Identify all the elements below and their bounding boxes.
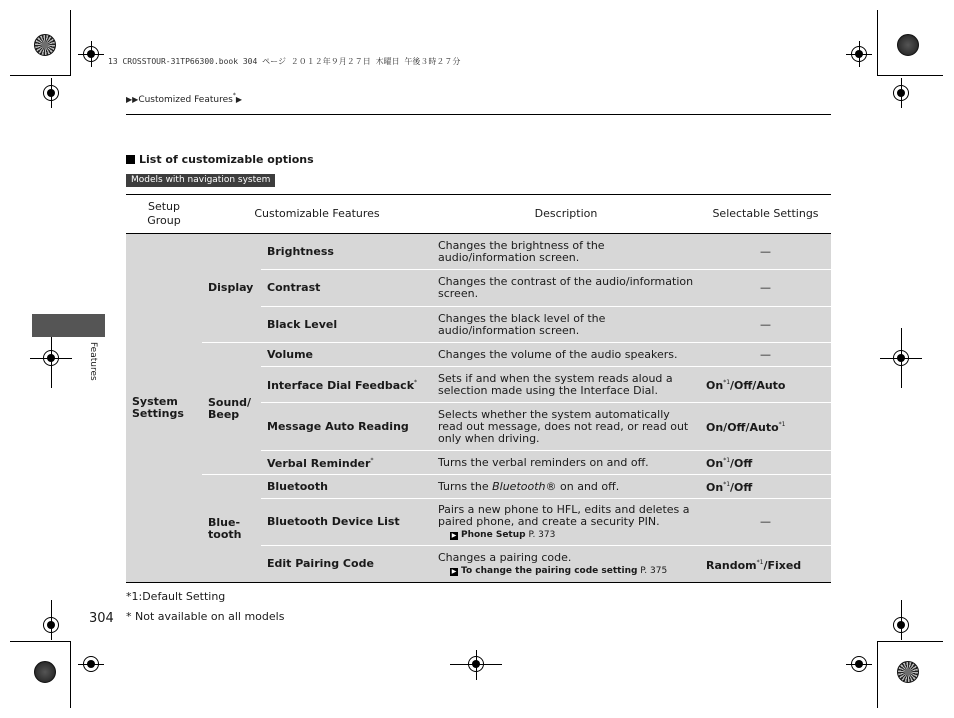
header-setup-group: Setup Group [126,195,202,234]
crop-mark [70,10,71,75]
feature-name: Edit Pairing Code [261,546,432,583]
feature-description: Changes a pairing code. ▶ To change the pairing code setting P. 375 [432,546,700,583]
crop-mark [10,641,71,642]
crop-mark [877,75,943,76]
color-bar-icon [897,34,919,56]
feature-description: Changes the volume of the audio speakers. [432,343,700,367]
table-row [126,343,831,367]
color-bar-icon [34,34,56,56]
feature-setting: On$^{*1}$/Off [700,451,831,475]
footnote-default: *1:Default Setting [126,590,226,603]
feature-setting: — [700,270,831,307]
breadcrumb-arrow-icon: ▶▶ [126,95,139,104]
breadcrumb-star: * [232,92,236,99]
feature-description: Turns the Bluetooth® on and off. [432,475,700,499]
feature-name: Volume [261,343,432,367]
table-row [126,475,831,499]
table-row [126,234,831,270]
page-reference-link[interactable]: ▶ Phone Setup P. 373 [451,529,556,540]
color-bar-icon [34,661,56,683]
side-tab-label: Features [88,342,98,381]
feature-description: Turns the verbal reminders on and off. [432,451,700,475]
feature-description: Changes the contrast of the audio/information screen. [432,270,700,307]
print-header: 13 CROSSTOUR-31TP66300.book 304 ページ ２０１２年９月２７日 木曜日 午後３時２７分 [108,57,461,66]
color-bar-icon [897,661,919,683]
header-description: Description [432,195,700,234]
crop-mark [70,641,71,708]
page-reference-link[interactable]: ▶ To change the pairing code setting P. 375 [451,565,668,576]
feature-name: Bluetooth [261,475,432,499]
nav-models-badge: Models with navigation system [126,174,275,187]
feature-name: Brightness [261,234,432,270]
header-features: Customizable Features [202,195,432,234]
crop-mark [877,641,943,642]
subgroup-display: Display [202,234,261,343]
breadcrumb-end-arrow-icon: ▶ [235,95,242,104]
square-bullet-icon [126,155,135,164]
subgroup-bluetooth: Blue- tooth [202,475,261,583]
crop-mark [877,10,878,75]
feature-name: Interface Dial Feedback* [261,367,432,403]
feature-setting: — [700,307,831,343]
options-table [126,195,831,583]
feature-name: Message Auto Reading [261,403,432,451]
group-system-settings: System Settings [126,234,202,583]
feature-description: Changes the brightness of the audio/information screen. [432,234,700,270]
breadcrumb[interactable] [126,92,242,105]
feature-name: Contrast [261,270,432,307]
crop-mark [877,641,878,708]
feature-name: Bluetooth Device List [261,499,432,546]
feature-description: Pairs a new phone to HFL, edits and deletes a paired phone, and create a security PIN. ▶ Phone Setup P. 373 [432,499,700,546]
section-title-text: List of customizable options [139,153,314,166]
feature-setting: — [700,234,831,270]
subgroup-sound-beep: Sound/ Beep [202,343,261,475]
section-title [126,153,314,166]
arrow-ref-icon: ▶ [451,567,457,575]
feature-name: Black Level [261,307,432,343]
feature-description: Sets if and when the system reads aloud a selection made using the Interface Dial. [432,367,700,403]
feature-setting: Random$^{*1}$/Fixed [700,546,831,583]
arrow-ref-icon: ▶ [451,531,457,539]
table-header-row [126,195,831,234]
crop-mark [10,75,71,76]
side-tab[interactable] [32,314,105,337]
feature-description: Selects whether the system automatically read out message, does not read, or read out only when driving. [432,403,700,451]
footnote-models: * Not available on all models [126,610,285,623]
feature-setting: — [700,343,831,367]
page-number: 304 [89,611,114,626]
header-settings: Selectable Settings [700,195,831,234]
feature-setting: On$^{*1}$/Off/Auto [700,367,831,403]
feature-setting: — [700,499,831,546]
feature-setting: On$^{*1}$/Off [700,475,831,499]
breadcrumb-text: Customized Features [138,95,233,105]
feature-description: Changes the black level of the audio/information screen. [432,307,700,343]
feature-name: Verbal Reminder* [261,451,432,475]
feature-setting: On/Off/Auto$^{*1}$ [700,403,831,451]
header-rule [126,114,831,115]
